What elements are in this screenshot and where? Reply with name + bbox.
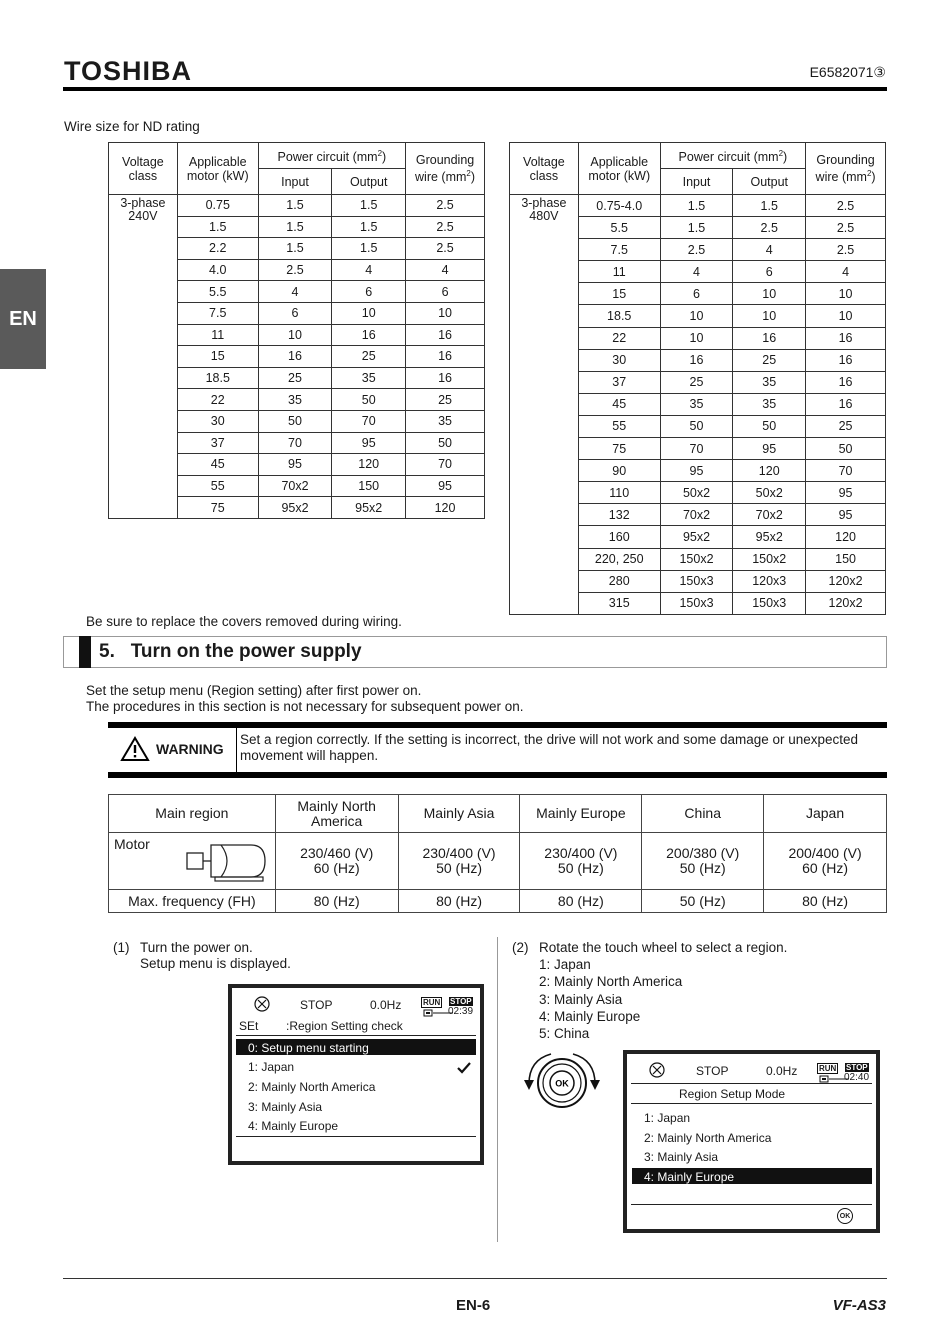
lcd-item-1[interactable]: 1: Japan — [644, 1111, 691, 1125]
table-cell: 15 — [578, 283, 660, 305]
freq-japan: 80 (Hz) — [764, 890, 887, 913]
lcd-parameter-code: SEt — [239, 1019, 259, 1033]
table-cell: 1.5 — [258, 238, 332, 260]
wire-caption: Wire size for ND rating — [64, 119, 200, 134]
table-cell: 132 — [578, 504, 660, 526]
table-cell: 25 — [733, 349, 806, 371]
table-cell: 7.5 — [578, 239, 660, 261]
table-cell: 220, 250 — [578, 548, 660, 570]
table-cell: 16 — [806, 393, 886, 415]
table-cell: 4 — [258, 281, 332, 303]
col-output: Output — [332, 169, 406, 195]
lcd-item-3[interactable]: 3: Mainly Asia — [248, 1100, 323, 1114]
motor-china: 200/380 (V) 50 (Hz) — [642, 833, 764, 890]
intro-line-2: The procedures in this section is not necessary for subsequent power on. — [86, 699, 524, 714]
wire-table-480v — [509, 142, 886, 615]
table-cell: 4 — [332, 259, 406, 281]
wheel-ok-label: OK — [555, 1078, 569, 1089]
motor-north-america: 230/460 (V) 60 (Hz) — [275, 833, 398, 890]
table-cell: 16 — [258, 346, 332, 368]
step2-number: (2) — [512, 940, 529, 955]
table-cell: 95 — [733, 438, 806, 460]
table-cell: 10 — [406, 302, 485, 324]
table-cell: 50x2 — [660, 482, 733, 504]
wire-table-240v-body — [109, 195, 485, 519]
lcd-item-0[interactable]: 0: Setup menu starting — [248, 1041, 369, 1055]
covers-note: Be sure to replace the covers removed during wiring. — [86, 614, 402, 629]
table-cell: 6 — [332, 281, 406, 303]
table-cell: 30 — [578, 349, 660, 371]
lcd-frequency: 0.0Hz — [370, 998, 402, 1012]
wire-table-240v — [108, 142, 485, 519]
table-cell: 50 — [806, 438, 886, 460]
table-cell: 95 — [806, 482, 886, 504]
warning-bottom-rule — [108, 772, 887, 778]
wire-table-480v-body — [510, 195, 886, 615]
table-cell: 1.5 — [332, 195, 406, 217]
table-cell: 35 — [406, 410, 485, 432]
region-freq-row — [109, 890, 887, 913]
table-cell: 37 — [177, 432, 258, 454]
table-cell: 120x2 — [806, 570, 886, 592]
table-cell: 1.5 — [660, 195, 733, 217]
table-cell: 6 — [660, 283, 733, 305]
col-power-circuit: Power circuit $(mm^2)$ — [258, 143, 405, 169]
col-output: Output — [733, 169, 806, 195]
table-cell: 7.5 — [177, 302, 258, 324]
freq-north-america: 80 (Hz) — [275, 890, 398, 913]
warning-triangle-icon — [120, 736, 150, 762]
table-cell: 10 — [806, 305, 886, 327]
table-cell: 18.5 — [177, 367, 258, 389]
lcd-frequency: 0.0Hz — [766, 1064, 798, 1078]
step2-line-1: Rotate the touch wheel to select a region. — [539, 940, 788, 955]
alarm-clear-icon — [254, 996, 270, 1012]
voltage-class-cell: 3-phase 240V — [109, 195, 178, 519]
table-cell: 16 — [406, 324, 485, 346]
table-cell: 90 — [578, 460, 660, 482]
region-head-asia: Mainly Asia — [398, 795, 520, 833]
lcd-time: 02:40 — [844, 1072, 870, 1083]
table-cell: 6 — [406, 281, 485, 303]
table-cell: 95x2 — [332, 497, 406, 519]
table-cell: 95x2 — [733, 526, 806, 548]
col-applicable-motor: Applicable motor (kW) — [177, 143, 258, 195]
brand-logo: TOSHIBA — [64, 56, 193, 86]
run-indicator: RUN — [423, 998, 441, 1007]
lcd-item-3[interactable]: 3: Mainly Asia — [644, 1150, 719, 1164]
region-head-china: China — [642, 795, 764, 833]
table-cell: 11 — [177, 324, 258, 346]
option-europe: 4: Mainly Europe — [539, 1008, 641, 1024]
table-cell: 150x2 — [733, 548, 806, 570]
table-cell: 1.5 — [177, 216, 258, 238]
lcd-item-1[interactable]: 1: Japan — [248, 1060, 295, 1074]
step2-options — [539, 956, 682, 1042]
table-cell: 4 — [733, 239, 806, 261]
table-cell: 18.5 — [578, 305, 660, 327]
table-cell: 4.0 — [177, 259, 258, 281]
table-cell: 10 — [258, 324, 332, 346]
lcd-item-4[interactable]: 4: Mainly Europe — [248, 1119, 339, 1133]
col-applicable-motor: Applicable motor (kW) — [578, 143, 660, 195]
table-cell: 25 — [806, 415, 886, 437]
table-cell: 2.5 — [406, 238, 485, 260]
option-asia: 3: Mainly Asia — [539, 991, 623, 1007]
region-header-row — [109, 795, 887, 833]
table-cell: 16 — [806, 349, 886, 371]
table-cell: 95 — [406, 475, 485, 497]
warning-text: Set a region correctly. If the setting is incorrect, the drive will not work and some damage or unexpected movement will happen. — [240, 732, 859, 763]
table-cell: 95 — [806, 504, 886, 526]
table-cell: 0.75-4.0 — [578, 195, 660, 217]
region-head-north-america: Mainly North America — [275, 795, 398, 833]
stop-indicator: STOP — [846, 1063, 868, 1072]
table-cell: 70 — [406, 454, 485, 476]
table-cell: 2.5 — [733, 217, 806, 239]
table-cell: 95 — [660, 460, 733, 482]
table-cell: 70x2 — [660, 504, 733, 526]
table-cell: 150x3 — [733, 592, 806, 614]
table-cell: 0.75 — [177, 195, 258, 217]
table-cell: 35 — [258, 389, 332, 411]
table-cell: 37 — [578, 371, 660, 393]
lcd-item-2[interactable]: 2: Mainly North America — [644, 1131, 772, 1145]
table-cell: 120x3 — [733, 570, 806, 592]
table-cell: 120 — [806, 526, 886, 548]
table-cell: 95x2 — [660, 526, 733, 548]
lcd-time: 02:39 — [448, 1006, 474, 1017]
table-cell: 1.5 — [258, 216, 332, 238]
table-cell: 150x3 — [660, 592, 733, 614]
freq-asia: 80 (Hz) — [398, 890, 520, 913]
table-cell: 10 — [733, 283, 806, 305]
region-head-main: Main region — [109, 795, 276, 833]
table-cell: 45 — [177, 454, 258, 476]
step2-lcd-screen — [623, 1050, 880, 1233]
motor-label-cell — [109, 833, 276, 890]
table-cell: 5.5 — [578, 217, 660, 239]
table-cell: 22 — [578, 327, 660, 349]
table-cell: 10 — [660, 327, 733, 349]
table-cell: 2.5 — [406, 216, 485, 238]
table-row — [510, 195, 886, 217]
run-indicator: RUN — [819, 1064, 837, 1073]
table-cell: 2.5 — [406, 195, 485, 217]
table-cell: 70 — [332, 410, 406, 432]
table-cell: 50x2 — [733, 482, 806, 504]
table-cell: 6 — [258, 302, 332, 324]
table-cell: 6 — [733, 261, 806, 283]
table-cell: 25 — [406, 389, 485, 411]
table-cell: 1.5 — [733, 195, 806, 217]
warning-label: WARNING — [120, 736, 224, 762]
stop-indicator: STOP — [450, 997, 472, 1006]
table-cell: 10 — [332, 302, 406, 324]
table-cell: 4 — [660, 261, 733, 283]
table-cell: 120 — [733, 460, 806, 482]
table-cell: 22 — [177, 389, 258, 411]
table-cell: 15 — [177, 346, 258, 368]
motor-europe: 230/400 (V) 50 (Hz) — [520, 833, 642, 890]
lcd-item-4[interactable]: 4: Mainly Europe — [644, 1170, 735, 1184]
table-cell: 16 — [332, 324, 406, 346]
table-cell: 1.5 — [660, 217, 733, 239]
lcd-status: STOP — [696, 1064, 729, 1078]
table-cell: 150 — [332, 475, 406, 497]
table-cell: 16 — [733, 327, 806, 349]
warning-top-rule — [108, 722, 887, 728]
option-japan: 1: Japan — [539, 957, 591, 972]
column-divider — [497, 937, 498, 1242]
col-voltage-class: Voltage class — [109, 143, 178, 195]
table-cell: 55 — [578, 415, 660, 437]
table-cell: 16 — [660, 349, 733, 371]
section-heading-bar — [79, 636, 91, 668]
warning-divider — [236, 728, 237, 772]
motor-label: Motor — [114, 836, 150, 852]
table-cell: 120 — [406, 497, 485, 519]
table-cell: 30 — [177, 410, 258, 432]
col-voltage-class: Voltage class — [510, 143, 579, 195]
table-cell: 16 — [806, 371, 886, 393]
region-motor-row — [109, 833, 887, 890]
col-input: Input — [258, 169, 332, 195]
table-cell: 35 — [660, 393, 733, 415]
table-cell: 16 — [406, 346, 485, 368]
table-cell: 70 — [258, 432, 332, 454]
table-cell: 120x2 — [806, 592, 886, 614]
document-number: E6582071③ — [809, 64, 886, 80]
table-cell: 95 — [332, 432, 406, 454]
table-cell: 1.5 — [332, 238, 406, 260]
col-power-circuit: Power circuit $(mm^2)$ — [660, 143, 805, 169]
col-input: Input — [660, 169, 733, 195]
table-cell: 50 — [258, 410, 332, 432]
table-cell: 55 — [177, 475, 258, 497]
table-cell: 5.5 — [177, 281, 258, 303]
page-number: EN-6 — [456, 1297, 491, 1314]
motor-japan: 200/400 (V) 60 (Hz) — [764, 833, 887, 890]
region-table — [108, 794, 887, 913]
table-cell: 75 — [177, 497, 258, 519]
table-cell: 1.5 — [258, 195, 332, 217]
lcd-screen-title: :Region Setting check — [286, 1019, 403, 1033]
table-cell: 25 — [258, 367, 332, 389]
table-cell: 70 — [660, 438, 733, 460]
table-cell: 50 — [406, 432, 485, 454]
table-cell: 25 — [660, 371, 733, 393]
table-cell: 25 — [332, 346, 406, 368]
section-title: 5. Turn on the power supply — [99, 641, 362, 662]
step1-number: (1) — [113, 940, 130, 955]
table-cell: 35 — [733, 393, 806, 415]
table-cell: 75 — [578, 438, 660, 460]
table-cell: 150x3 — [660, 570, 733, 592]
step1-line-1: Turn the power on. — [140, 940, 253, 955]
freq-europe: 80 (Hz) — [520, 890, 642, 913]
table-cell: 110 — [578, 482, 660, 504]
motor-asia: 230/400 (V) 50 (Hz) — [398, 833, 520, 890]
table-cell: 16 — [806, 327, 886, 349]
table-cell: 45 — [578, 393, 660, 415]
table-cell: 2.2 — [177, 238, 258, 260]
freq-china: 50 (Hz) — [642, 890, 764, 913]
table-cell: 120 — [332, 454, 406, 476]
table-cell: 4 — [406, 259, 485, 281]
table-cell: 2.5 — [258, 259, 332, 281]
table-cell: 2.5 — [806, 195, 886, 217]
table-cell: 2.5 — [660, 239, 733, 261]
table-cell: 70x2 — [258, 475, 332, 497]
checkmark-icon — [457, 1062, 471, 1074]
col-grounding-wire: Grounding wire $(mm^2)$ — [406, 143, 485, 195]
language-tab: EN — [0, 269, 46, 369]
table-cell: 1.5 — [332, 216, 406, 238]
model-name: VF-AS3 — [832, 1297, 886, 1314]
step1-line-2: Setup menu is displayed. — [140, 956, 291, 971]
table-cell: 70 — [806, 460, 886, 482]
lcd-status: STOP — [300, 998, 333, 1012]
table-cell: 315 — [578, 592, 660, 614]
table-cell: 50 — [660, 415, 733, 437]
motor-icon — [185, 839, 269, 887]
table-cell: 160 — [578, 526, 660, 548]
step1-lcd-screen — [228, 984, 484, 1165]
table-cell: 2.5 — [806, 239, 886, 261]
table-cell: 11 — [578, 261, 660, 283]
table-cell: 50 — [332, 389, 406, 411]
table-cell: 95 — [258, 454, 332, 476]
footer-rule — [63, 1278, 887, 1279]
table-cell: 16 — [406, 367, 485, 389]
region-head-europe: Mainly Europe — [520, 795, 642, 833]
col-grounding-wire: Grounding wire $(mm^2)$ — [806, 143, 886, 195]
header-rule — [63, 87, 887, 91]
table-cell: 280 — [578, 570, 660, 592]
region-head-japan: Japan — [764, 795, 887, 833]
table-row — [109, 195, 485, 217]
option-north-america: 2: Mainly North America — [539, 974, 683, 990]
table-cell: 35 — [733, 371, 806, 393]
table-cell: 70x2 — [733, 504, 806, 526]
intro-line-1: Set the setup menu (Region setting) after first power on. — [86, 683, 422, 698]
table-cell: 2.5 — [806, 217, 886, 239]
table-cell: 150x2 — [660, 548, 733, 570]
table-cell: 95x2 — [258, 497, 332, 519]
table-cell: 10 — [660, 305, 733, 327]
lcd-screen-title: Region Setup Mode — [679, 1087, 786, 1101]
touch-wheel-icon[interactable] — [521, 1048, 605, 1120]
table-cell: 35 — [332, 367, 406, 389]
freq-label: Max. frequency (FH) — [109, 890, 276, 913]
option-china: 5: China — [539, 1026, 590, 1042]
table-cell: 4 — [806, 261, 886, 283]
table-cell: 10 — [733, 305, 806, 327]
voltage-class-cell: 3-phase 480V — [510, 195, 579, 615]
table-cell: 10 — [806, 283, 886, 305]
lcd-ok-icon[interactable]: OK — [837, 1208, 853, 1224]
table-cell: 150 — [806, 548, 886, 570]
alarm-clear-icon — [649, 1062, 665, 1078]
lcd-item-2[interactable]: 2: Mainly North America — [248, 1080, 376, 1094]
table-cell: 50 — [733, 415, 806, 437]
